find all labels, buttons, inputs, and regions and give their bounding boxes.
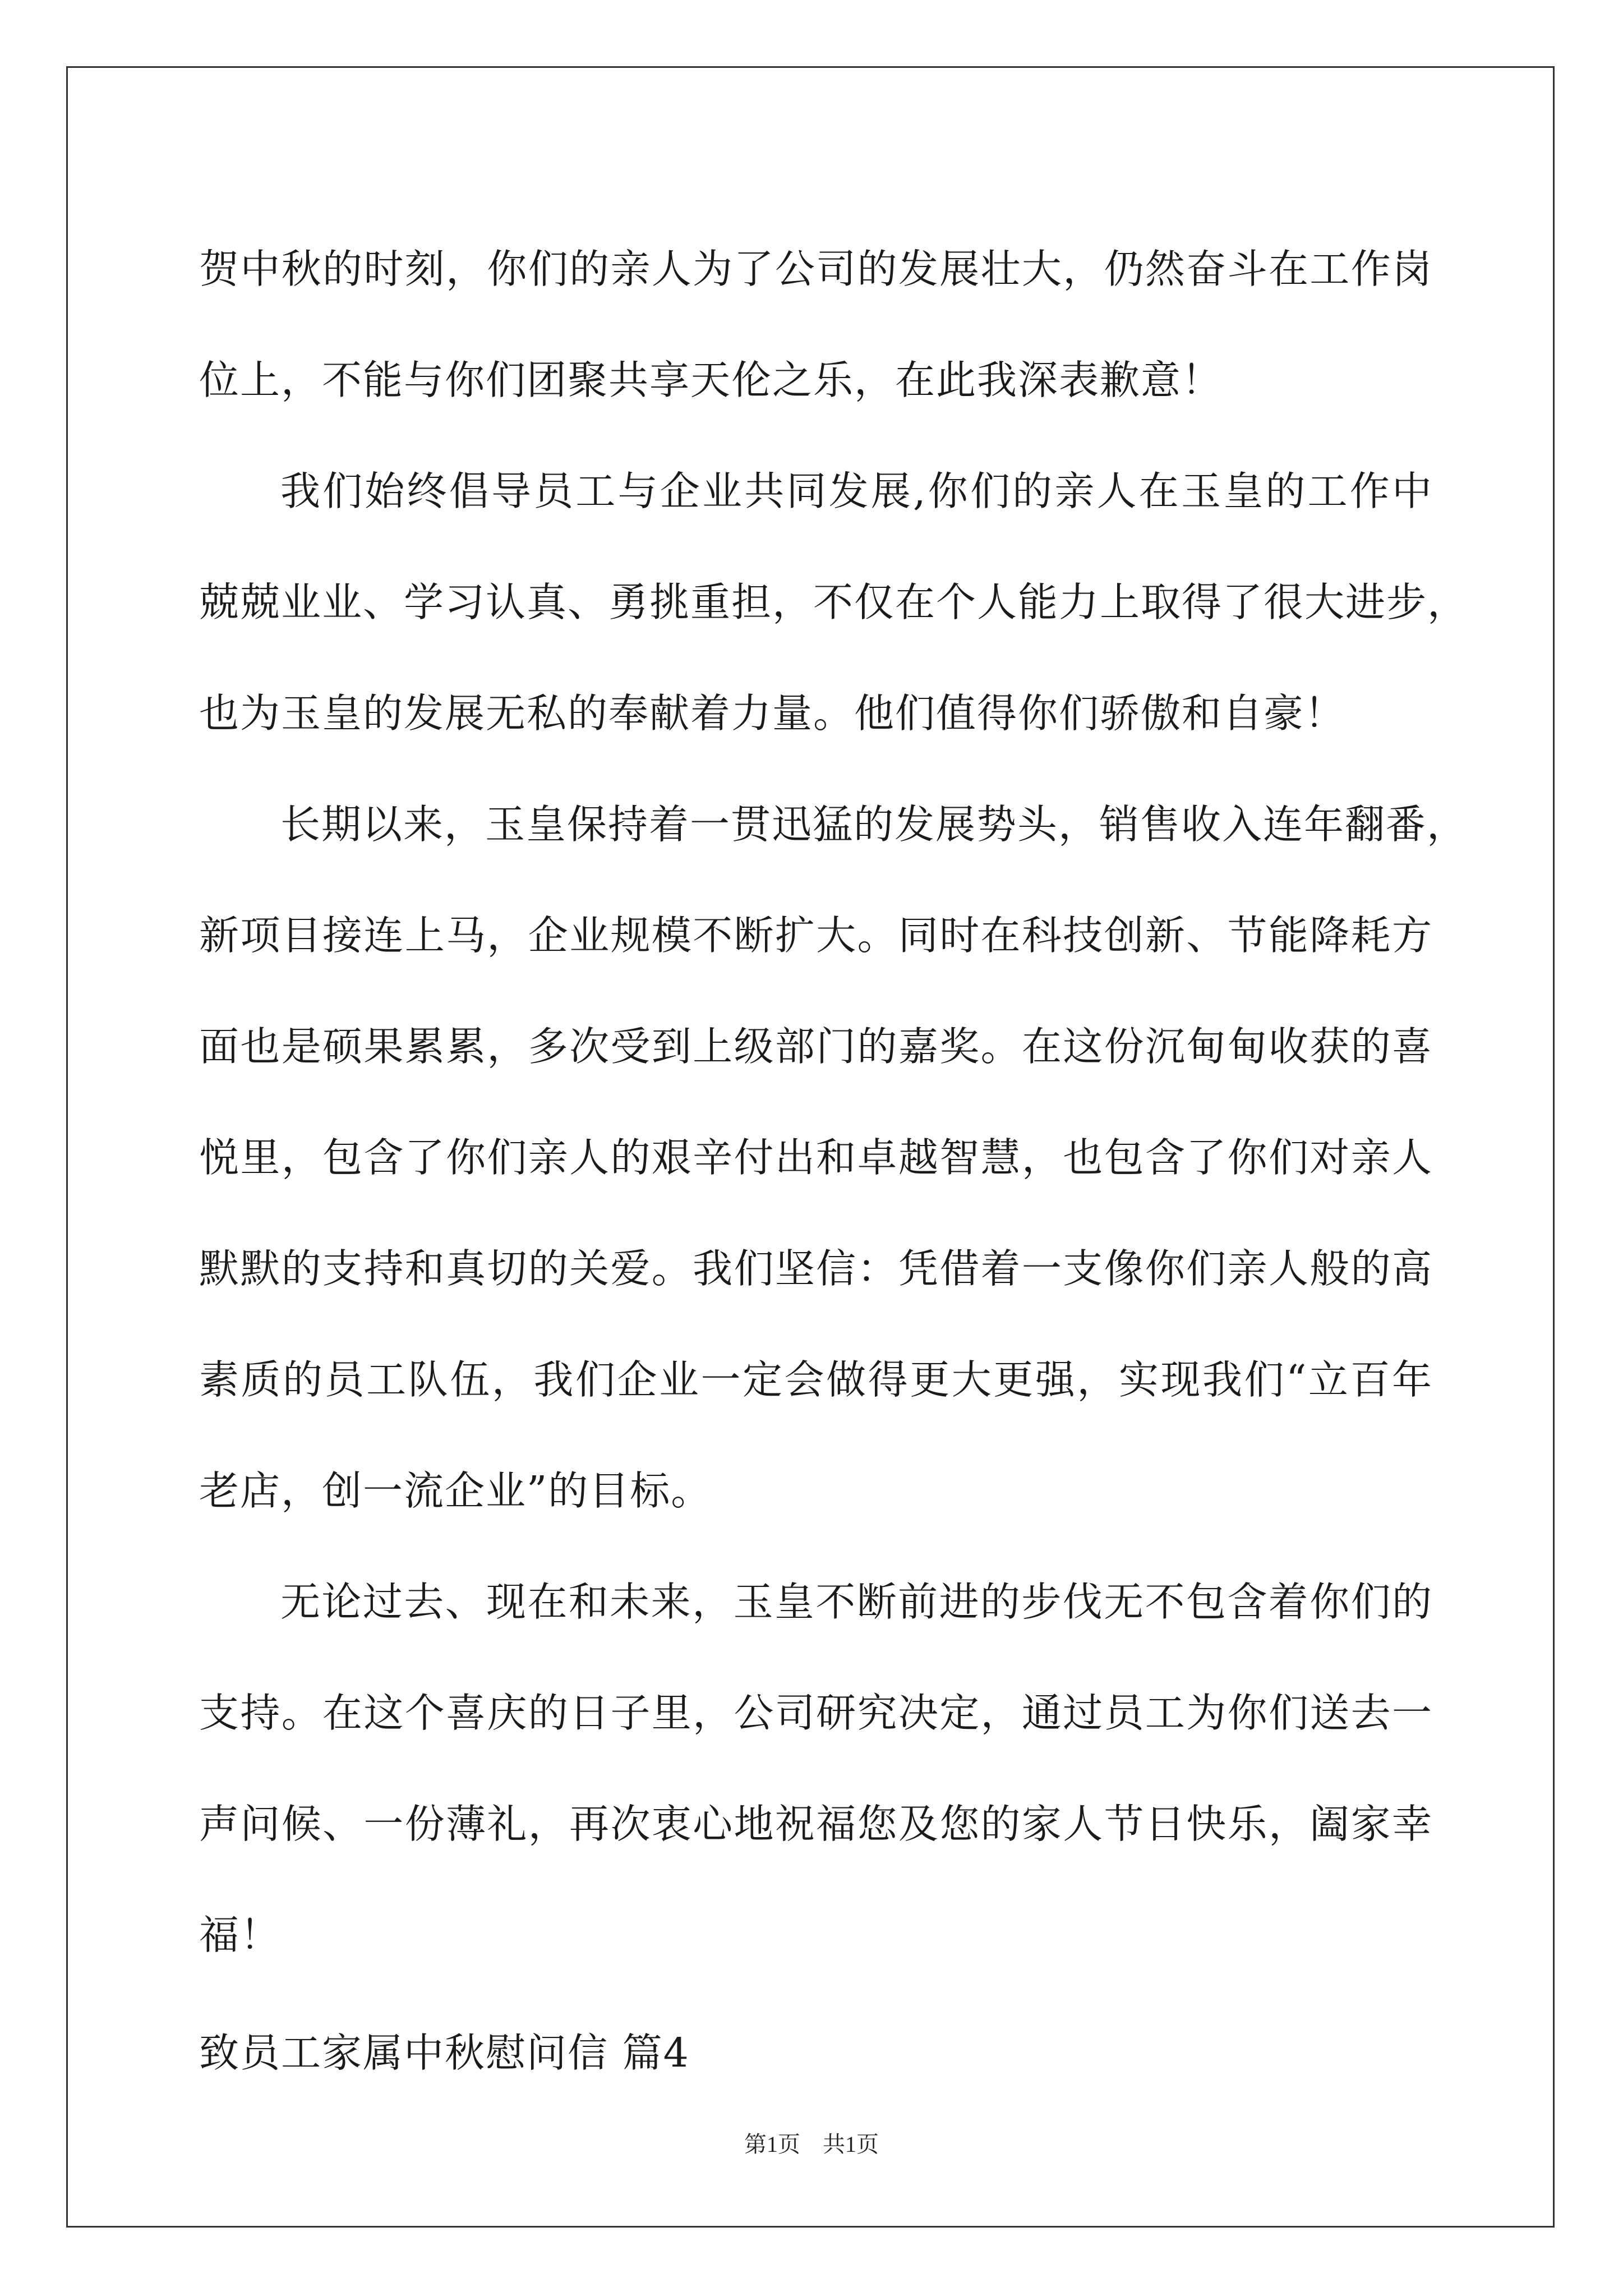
body-line: 位上，不能与你们团聚共享天伦之乐，在此我深表歉意！ [199,357,1223,403]
paragraph-first-line: 我们始终倡导员工与企业共同发展,你们的亲人在玉皇的工作中 [280,468,1433,514]
body-line: 贺中秋的时刻，你们的亲人为了公司的发展壮大，仍然奋斗在工作岗 [199,246,1433,292]
body-line: 素质的员工队伍，我们企业一定会做得更大更强，实现我们“立百年 [199,1356,1433,1403]
body-line: 新项目接连上马，企业规模不断扩大。同时在科技创新、节能降耗方 [199,912,1433,959]
body-line: 兢兢业业、学习认真、勇挑重担，不仅在个人能力上取得了很大进步， [199,579,1469,625]
paragraph-first-line: 无论过去、现在和未来，玉皇不断前进的步伐无不包含着你们的 [280,1579,1433,1625]
document-body [199,214,1469,2109]
body-line: 老店，创一流企业”的目标。 [199,1467,712,1514]
body-line: 面也是硕果累累，多次受到上级部门的嘉奖。在这份沉甸甸收获的喜 [199,1023,1433,1070]
body-line: 也为玉皇的发展无私的奉献着力量。他们值得你们骄傲和自豪！ [199,690,1346,737]
body-line: 声问候、一份薄礼，再次衷心地祝福您及您的家人节日快乐，阖家幸 [199,1801,1433,1847]
body-line: 支持。在这个喜庆的日子里，公司研究决定，通过员工为你们送去一 [199,1690,1433,1736]
page-number-footer: 第1页 共1页 [744,2132,879,2157]
body-line: 福！ [199,1912,282,1958]
body-line: 默默的支持和真切的关爱。我们坚信：凭借着一支像你们亲人般的高 [199,1245,1433,1292]
section-heading: 致员工家属中秋慰问信 篇4 [199,2030,690,2076]
body-line: 悦里，包含了你们亲人的艰辛付出和卓越智慧，也包含了你们对亲人 [199,1134,1433,1181]
paragraph-first-line: 长期以来，玉皇保持着一贯迅猛的发展势头，销售收入连年翻番， [280,801,1468,848]
